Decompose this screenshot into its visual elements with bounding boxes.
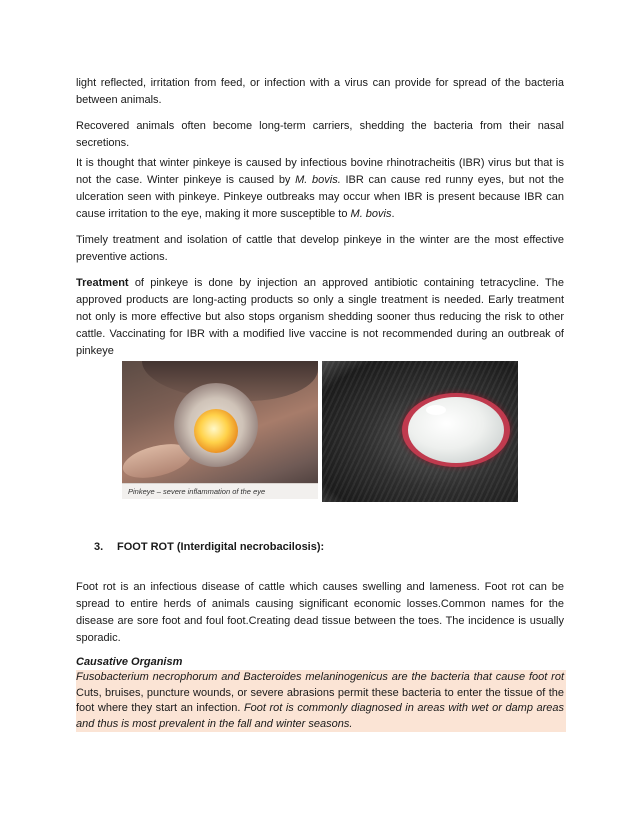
opaque-eye-shape: [408, 397, 504, 463]
paragraph-winter-pinkeye: [76, 155, 564, 223]
pinkeye-photo-left: [122, 361, 318, 499]
causative-paragraph: [76, 670, 564, 732]
paragraph-spread-text: light reflected, irritation from feed, or infection with a virus can provide for spread of the bacteria between animals.: [76, 77, 564, 106]
paragraph-preventive: [76, 232, 564, 266]
inflamed-cornea-shape: [194, 409, 238, 453]
eye-highlight: [426, 405, 446, 415]
section-title: FOOT ROT (Interdigital necrobacilosis):: [117, 541, 325, 553]
treatment-term: Treatment: [76, 277, 129, 289]
m-bovis-term-2: M. bovis: [350, 208, 392, 220]
paragraph-winter-pinkeye-text-2: IBR can cause red runny eyes, but not the ulceration seen with pinkeye. Pinkeye outbreaks may occur when IBR is present because IBR can cause irritation to the eye, making it more susceptible to: [76, 174, 564, 220]
figure-caption-strip: [122, 483, 318, 499]
paragraph-preventive-text: Timely treatment and isolation of cattle that develop pinkeye in the winter are the most effective preventive actions.: [76, 234, 564, 263]
paragraph-treatment-text: of pinkeye is done by injection an approved antibiotic containing tetracycline. The approved products are long-acting products so only a single treatment is needed. Early treatment not only is more effective but also stops organism shedding sooner thus reducing the risk to other cattle. Vaccinating for IBR with a modified live vaccine is not recommended during an outbreak of pinkeye: [76, 277, 564, 357]
section-heading-foot-rot: [94, 541, 324, 553]
paragraph-winter-pinkeye-text-3: .: [391, 208, 395, 220]
pinkeye-figure: [122, 361, 518, 502]
causative-organism-heading: Causative Organism: [76, 656, 183, 668]
paragraph-foot-rot: [76, 579, 564, 647]
paragraph-treatment: [76, 275, 564, 360]
pinkeye-photo-right: [322, 361, 518, 502]
causative-infection-text: Cuts, bruises, puncture wounds, or severe abrasions permit these bacteria to enter the tissue of the foot where they start an infection.: [76, 686, 564, 714]
causative-season-text: Foot rot is commonly diagnosed in areas with wet or damp areas and thus is most prevalent in the fall and winter seasons.: [76, 702, 565, 730]
causative-bacteria-text: Fusobacterium necrophorum and Bacteroides melaninogenicus are the bacteria that cause foot rot: [76, 671, 564, 683]
figure-caption: Pinkeye – severe inflammation of the eye: [128, 487, 266, 496]
section-number: 3.: [94, 541, 104, 553]
paragraph-spread: [76, 75, 564, 109]
paragraph-foot-rot-text: Foot rot is an infectious disease of cattle which causes swelling and lameness. Foot rot can be spread to entire herds of animals causing significant economic losses.Common names for the disease are sore foot and foul foot.Creating dead tissue between the toes. The incidence is usually sporadic.: [76, 581, 564, 644]
paragraph-carriers: [76, 118, 564, 152]
paragraph-carriers-text: Recovered animals often become long-term carriers, shedding the bacteria from their nasal secretions.: [76, 120, 564, 149]
paragraph-winter-pinkeye-text-1: It is thought that winter pinkeye is caused by infectious bovine rhinotracheitis (IBR) virus but that is not the case. Winter pinkeye is caused by: [76, 157, 564, 186]
m-bovis-term-1: M. bovis.: [295, 174, 341, 186]
